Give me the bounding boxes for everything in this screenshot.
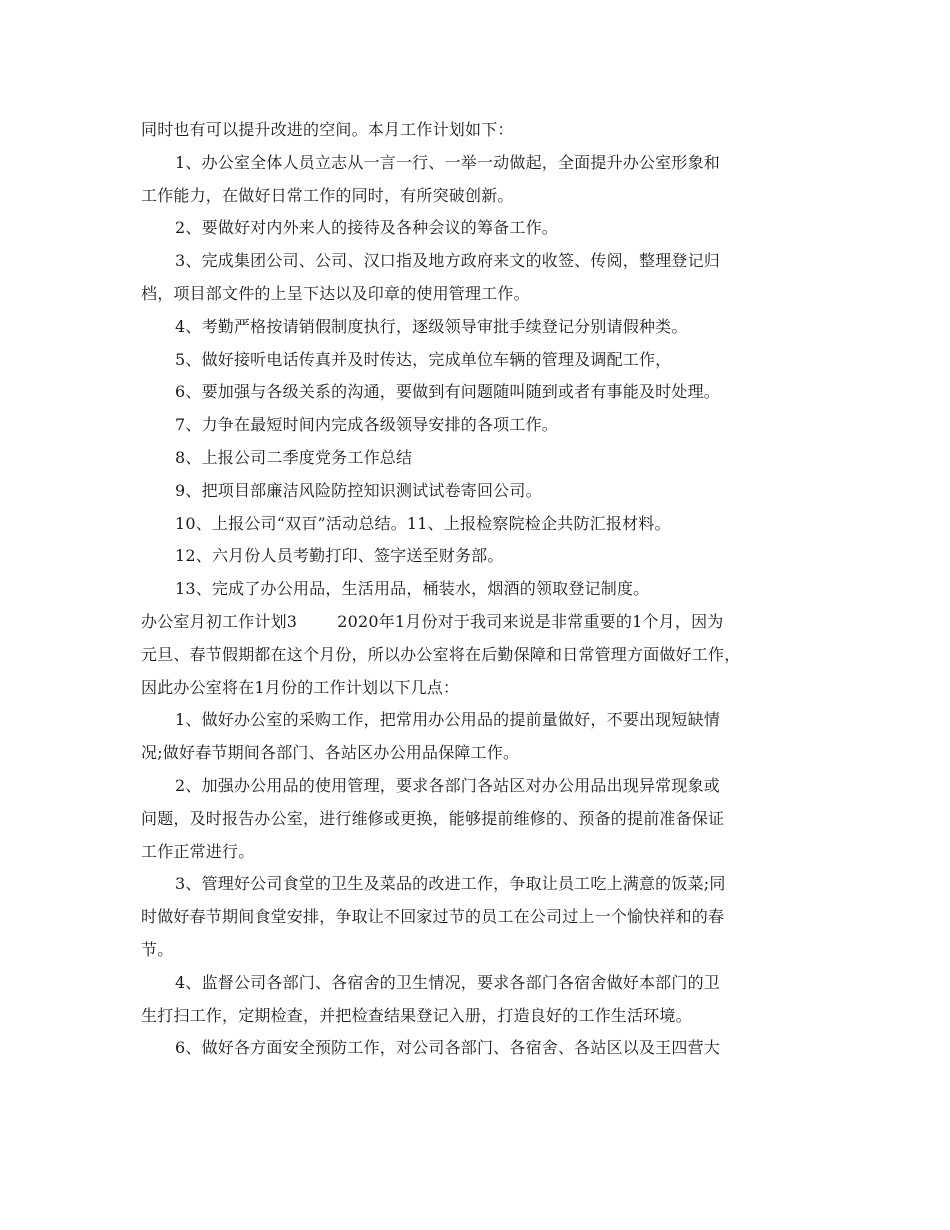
line-text: 10、上报公司“双百”活动总结。11、上报检察院检企共防汇报材料。	[175, 513, 671, 533]
line-text: 4、监督公司各部门、各宿舍的卫生情况，要求各部门各宿舍做好本部门的卫	[175, 972, 720, 992]
line-text: 12、六月份人员考勤打印、签字送至财务部。	[175, 546, 504, 566]
document-line	[141, 311, 817, 344]
line-text: 13、完成了办公用品，生活用品，桶装水，烟酒的领取登记制度。	[175, 579, 650, 599]
line-text: 因此办公室将在1月份的工作计划以下几点：	[141, 677, 460, 697]
document-line	[141, 114, 817, 147]
document-line	[141, 737, 817, 770]
line-text: 2、要做好对内外来人的接待及各种会议的筹备工作。	[175, 218, 558, 238]
line-text: 工作能力，在做好日常工作的同时，有所突破创新。	[141, 185, 514, 205]
document-line	[141, 704, 817, 737]
line-text: 4、考勤严格按请销假制度执行，逐级领导审批手续登记分别请假种类。	[175, 316, 688, 336]
line-text: 生打扫工作，定期检查，并把检查结果登记入册，打造良好的工作生活环境。	[141, 1005, 692, 1025]
line-text: 1、做好办公室的采购工作，把常用办公用品的提前量做好，不要出现短缺情	[175, 710, 720, 730]
document-line	[141, 409, 817, 442]
document-line	[141, 475, 817, 508]
line-text: 6、做好各方面安全预防工作，对公司各部门、各宿舍、各站区以及王四营大	[175, 1038, 720, 1058]
document-line	[141, 212, 817, 245]
line-text: 节。	[141, 939, 174, 959]
document-line	[141, 344, 817, 377]
line-text: 1、办公室全体人员立志从一言一行、一举一动做起，全面提升办公室形象和	[175, 152, 720, 172]
document-line	[141, 901, 817, 934]
line-text-continued: 2020年1月份对于我司来说是非常重要的1个月，因为	[337, 611, 724, 631]
document-line	[141, 376, 817, 409]
line-text: 3、管理好公司食堂的卫生及菜品的改进工作，争取让员工吃上满意的饭菜;同	[175, 874, 726, 894]
document-line	[141, 934, 817, 967]
line-text: 工作正常进行。	[141, 841, 255, 861]
document-line	[141, 836, 817, 869]
document-line	[141, 770, 817, 803]
document-line	[141, 803, 817, 836]
document-line	[141, 606, 817, 639]
line-text: 6、要加强与各级关系的沟通，要做到有问题随叫随到或者有事能及时处理。	[175, 382, 720, 402]
line-text: 况;做好春节期间各部门、各站区办公用品保障工作。	[141, 743, 520, 763]
document-body	[141, 114, 817, 1065]
line-text: 同时也有可以提升改进的空间。本月工作计划如下：	[141, 120, 514, 139]
document-line	[141, 278, 817, 311]
line-text: 档，项目部文件的上呈下达以及印章的使用管理工作。	[141, 283, 530, 303]
line-text: 办公室月初工作计划3	[141, 611, 298, 631]
line-text: 2、加强办公用品的使用管理，要求各部门各站区对办公用品出现异常现象或	[175, 775, 720, 795]
line-text: 5、做好接听电话传真并及时传达，完成单位车辆的管理及调配工作，	[175, 349, 672, 369]
line-text: 7、力争在最短时间内完成各级领导安排的各项工作。	[175, 415, 558, 435]
document-line	[141, 1032, 817, 1065]
document-line	[141, 868, 817, 901]
line-text: 8、上报公司二季度党务工作总结	[175, 447, 413, 467]
document-line	[141, 540, 817, 573]
document-line	[141, 442, 817, 475]
document-line	[141, 573, 817, 606]
line-text: 3、完成集团公司、公司、汉口指及地方政府来文的收签、传阅，整理登记归	[175, 251, 720, 271]
document-line	[141, 672, 817, 705]
document-line	[141, 967, 817, 1000]
line-text: 问题，及时报告办公室，进行维修或更换，能够提前维修的、预备的提前准备保证	[141, 808, 725, 828]
document-line	[141, 180, 817, 213]
document-line	[141, 508, 817, 541]
document-line	[141, 245, 817, 278]
line-text: 时做好春节期间食堂安排，争取让不回家过节的员工在公司过上一个愉快祥和的春	[141, 907, 725, 927]
document-line	[141, 639, 817, 672]
line-text: 元旦、春节假期都在这个月份，所以办公室将在后勤保障和日常管理方面做好工作，	[141, 644, 741, 664]
document-line	[141, 1000, 817, 1033]
document-line	[141, 147, 817, 180]
line-text: 9、把项目部廉洁风险防控知识测试试卷寄回公司。	[175, 480, 542, 500]
